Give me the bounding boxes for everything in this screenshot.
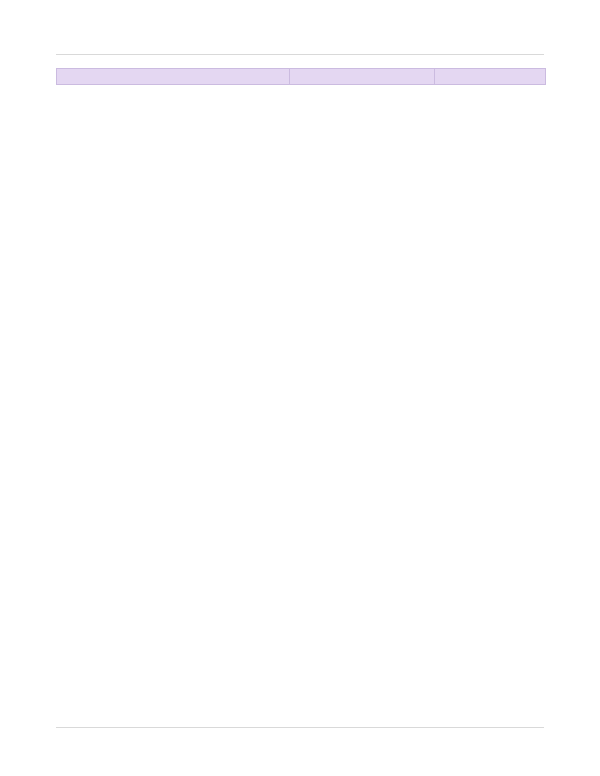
footer-divider xyxy=(56,727,544,728)
main-content xyxy=(56,67,546,86)
header-divider xyxy=(56,54,544,55)
column-header xyxy=(57,69,290,85)
column-header xyxy=(290,69,435,85)
table-header-row xyxy=(57,69,546,85)
column-header xyxy=(435,69,546,85)
transplant-services-table xyxy=(56,68,546,85)
